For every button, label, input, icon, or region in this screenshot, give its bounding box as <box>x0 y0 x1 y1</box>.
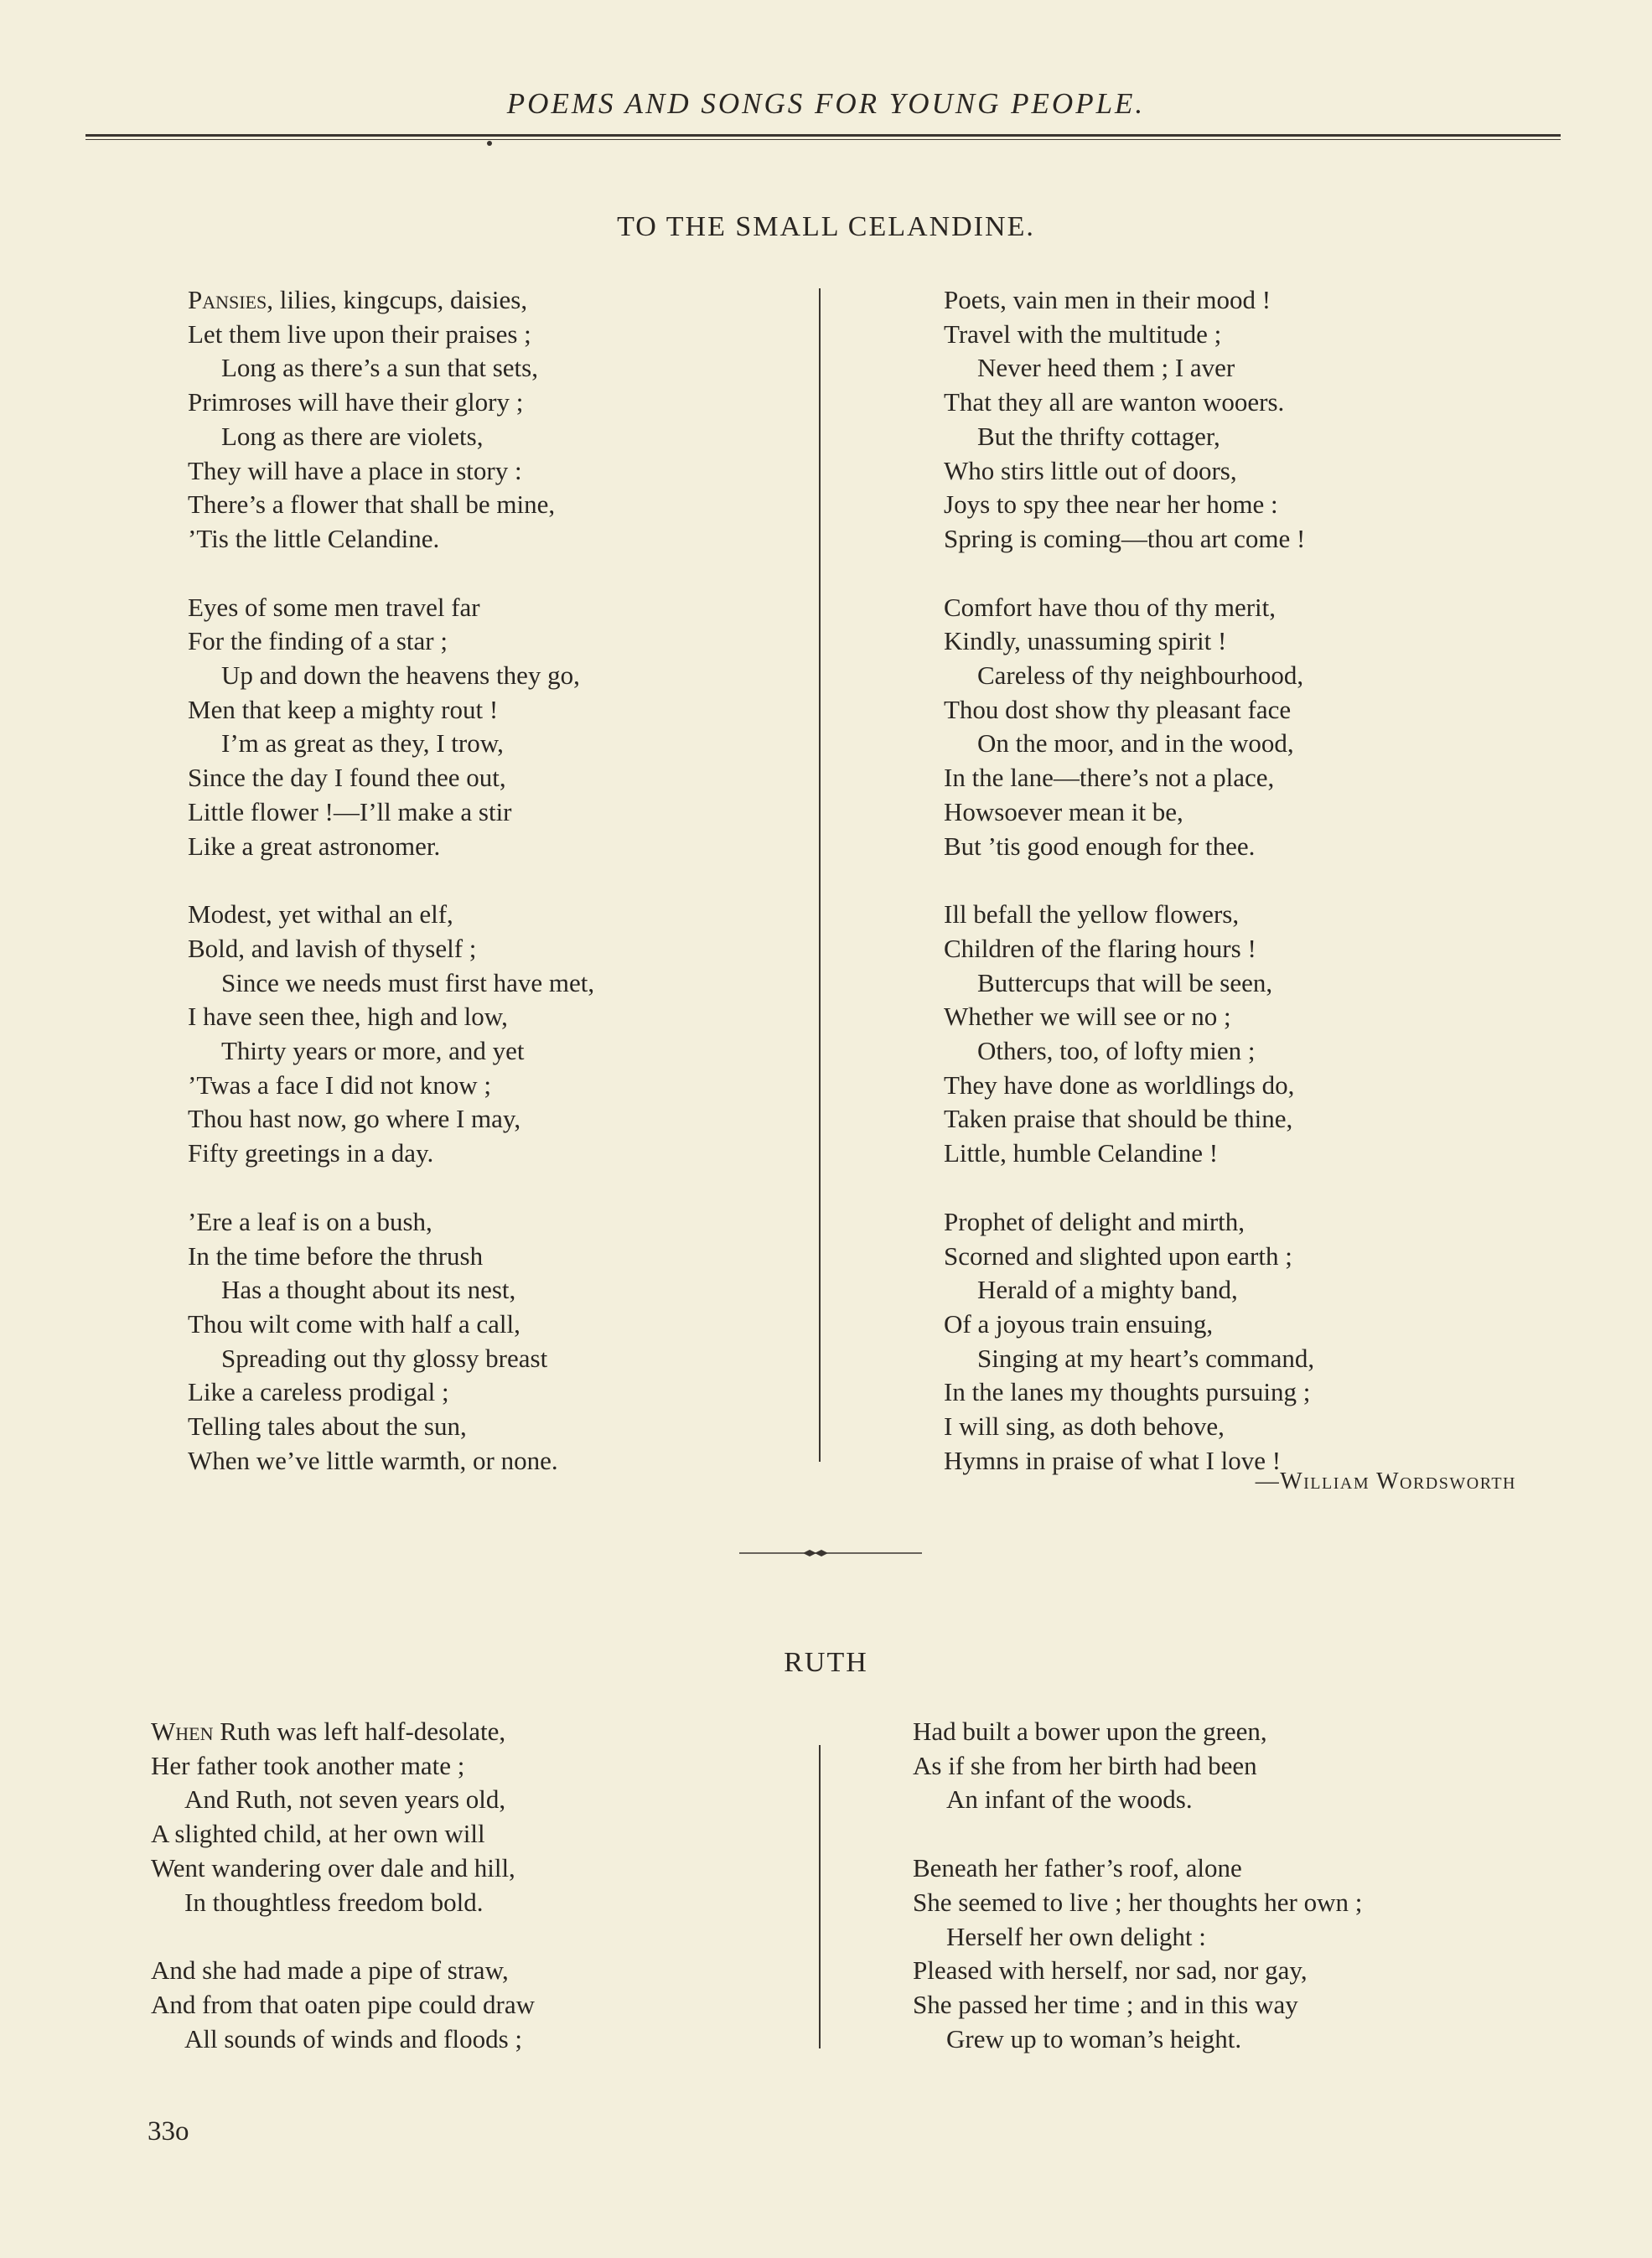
stanza <box>944 1205 1314 1479</box>
verse-line: They have done as worldlings do, <box>944 1069 1295 1100</box>
verse-line: Since the day I found thee out, <box>188 763 506 793</box>
verse-line: But the thrifty cottager, <box>977 421 1220 451</box>
verse-line: Since we needs must first have met, <box>221 967 595 997</box>
verse-line: Pleased with herself, nor sad, nor gay, <box>913 1955 1308 1986</box>
verse-line: Long as there are violets, <box>221 421 484 451</box>
verse-line: In the lanes my thoughts pursuing ; <box>944 1377 1311 1407</box>
stanza <box>944 591 1314 864</box>
stanza <box>188 591 594 864</box>
verse-line: Long as there’s a sun that sets, <box>221 353 538 383</box>
verse-line: ’Tis the little Celandine. <box>188 523 440 553</box>
poem-title-celandine: TO THE SMALL CELANDINE. <box>617 211 1035 242</box>
verse-line: Thou wilt come with half a call, <box>188 1308 520 1339</box>
verse-line: Spring is coming—thou art come ! <box>944 523 1306 553</box>
verse-line: Prophet of delight and mirth, <box>944 1206 1245 1236</box>
verse-line: Grew up to woman’s height. <box>946 2023 1242 2053</box>
stanza <box>188 1205 594 1479</box>
verse-line: Fifty greetings in a day. <box>188 1138 434 1168</box>
verse-line: Let them live upon their praises ; <box>188 319 531 349</box>
verse-line: In the time before the thrush <box>188 1240 484 1271</box>
verse-line: That they all are wanton wooers. <box>944 387 1285 417</box>
stanza <box>913 1715 1362 1817</box>
verse-line: Had built a bower upon the green, <box>913 1717 1267 1746</box>
running-head: POEMS AND SONGS FOR YOUNG PEOPLE. <box>506 87 1146 120</box>
verse-line: I have seen thee, high and low, <box>188 1002 508 1032</box>
section-separator <box>739 1548 922 1558</box>
verse-line: There’s a flower that shall be mine, <box>188 489 556 520</box>
verse-line: Herself her own delight : <box>946 1921 1206 1951</box>
verse-line: I’m as great as they, I trow, <box>221 728 504 759</box>
verse-line: ’Twas a face I did not know ; <box>188 1069 491 1100</box>
verse-line: I will sing, as doth behove, <box>944 1411 1225 1442</box>
verse-line: Careless of thy neighbourhood, <box>977 660 1304 691</box>
verse-line: Comfort have thou of thy merit, <box>944 592 1277 622</box>
verse-line <box>151 1715 535 1749</box>
verse-line: Who stirs little out of doors, <box>944 455 1237 485</box>
verse-line: Up and down the heavens they go, <box>221 660 580 691</box>
verse-line: Joys to spy thee near her home : <box>944 489 1278 520</box>
verse-text: lilies, kingcups, daisies, <box>273 285 528 314</box>
verse-line: But ’tis good enough for thee. <box>944 831 1256 861</box>
ruth-left-column <box>151 1715 535 2056</box>
verse-line: Thou dost show thy pleasant face <box>944 694 1292 724</box>
verse-line: Buttercups that will be seen, <box>977 967 1273 997</box>
verse-line: Thirty years or more, and yet <box>221 1036 525 1066</box>
verse-line: She seemed to live ; her thoughts her own ; <box>913 1887 1363 1917</box>
verse-line: Telling tales about the sun, <box>188 1411 467 1442</box>
verse-line: Travel with the multitude ; <box>944 319 1222 349</box>
verse-line: As if she from her birth had been <box>913 1750 1257 1780</box>
verse-line: Never heed them ; I aver <box>977 353 1235 383</box>
column-divider <box>819 288 821 1462</box>
verse-line: When we’ve little warmth, or none. <box>188 1445 558 1475</box>
stanza <box>188 898 594 1171</box>
verse-line: Taken praise that should be thine, <box>944 1104 1293 1134</box>
verse-line: Herald of a mighty band, <box>977 1275 1238 1305</box>
celandine-left-column <box>188 283 594 1479</box>
verse-line: Little, humble Celandine ! <box>944 1138 1219 1168</box>
verse-line: Kindly, unassuming spirit ! <box>944 626 1227 656</box>
celandine-right-column <box>944 283 1314 1479</box>
verse-line: Others, too, of lofty mien ; <box>977 1036 1256 1066</box>
stanza <box>913 1851 1362 2056</box>
verse-line: Scorned and slighted upon earth ; <box>944 1240 1292 1271</box>
verse-line: Has a thought about its nest, <box>221 1275 516 1305</box>
verse-line: In the lane—there’s not a place, <box>944 763 1275 793</box>
poem-attribution: —William Wordsworth <box>1255 1468 1516 1494</box>
verse-line: She passed her time ; and in this way <box>913 1989 1298 2019</box>
verse-line: Of a joyous train ensuing, <box>944 1308 1214 1339</box>
verse-line: Like a careless prodigal ; <box>188 1377 449 1407</box>
stanza <box>151 1715 535 1919</box>
verse-line: And she had made a pipe of straw, <box>151 1955 509 1986</box>
verse-line: Modest, yet withal an elf, <box>188 899 453 930</box>
verse-line <box>188 283 594 318</box>
verse-line: Primroses will have their glory ; <box>188 387 524 417</box>
verse-line: They will have a place in story : <box>188 455 522 485</box>
verse-line: Singing at my heart’s command, <box>977 1343 1315 1373</box>
verse-line: Beneath her father’s roof, alone <box>913 1853 1242 1883</box>
verse-line: All sounds of winds and floods ; <box>184 2023 522 2053</box>
verse-line: Spreading out thy glossy breast <box>221 1343 548 1373</box>
verse-line: Whether we will see or no ; <box>944 1002 1231 1032</box>
verse-line: Thou hast now, go where I may, <box>188 1104 521 1134</box>
verse-line: Went wandering over dale and hill, <box>151 1852 515 1883</box>
verse-line: And from that oaten pipe could draw <box>151 1989 535 2019</box>
verse-line: An infant of the woods. <box>946 1784 1193 1815</box>
verse-line: Little flower !—I’ll make a stir <box>188 796 512 826</box>
column-divider-ruth <box>819 1745 821 2048</box>
verse-line: Children of the flaring hours ! <box>944 933 1256 963</box>
verse-line: Eyes of some men travel far <box>188 592 480 622</box>
verse-text: Ruth was left half-desolate, <box>213 1717 506 1746</box>
verse-line: Howsoever mean it be, <box>944 796 1183 826</box>
verse-line: Poets, vain men in their mood ! <box>944 285 1271 314</box>
poem-title-ruth: RUTH <box>784 1647 868 1678</box>
verse-line: A slighted child, at her own will <box>151 1819 485 1849</box>
ornament-dot <box>487 141 492 146</box>
stanza <box>944 283 1314 557</box>
stanza <box>944 898 1314 1171</box>
verse-line: On the moor, and in the wood, <box>977 728 1294 759</box>
ruth-right-column <box>913 1715 1362 2056</box>
stanza <box>188 283 594 557</box>
verse-line: Ill befall the yellow flowers, <box>944 899 1240 930</box>
verse-line: Bold, and lavish of thyself ; <box>188 933 477 963</box>
verse-line: In thoughtless freedom bold. <box>184 1887 484 1917</box>
small-caps-opening: Pansies, <box>188 285 274 314</box>
verse-line: Hymns in praise of what I love ! <box>944 1445 1282 1475</box>
small-caps-opening: When <box>151 1717 214 1746</box>
verse-line: ’Ere a leaf is on a bush, <box>188 1206 432 1236</box>
verse-line: Her father took another mate ; <box>151 1750 465 1780</box>
page-number: 33o <box>148 2116 189 2147</box>
verse-line: Men that keep a mighty rout ! <box>188 694 499 724</box>
stanza <box>151 1954 535 2056</box>
verse-line: And Ruth, not seven years old, <box>184 1784 506 1815</box>
verse-line: For the finding of a star ; <box>188 626 448 656</box>
verse-line: Like a great astronomer. <box>188 831 441 861</box>
